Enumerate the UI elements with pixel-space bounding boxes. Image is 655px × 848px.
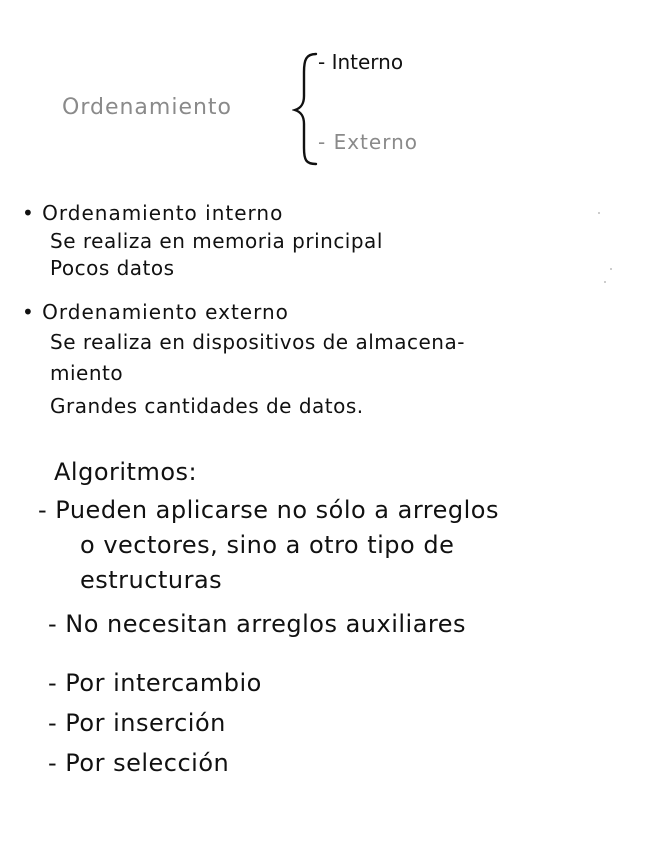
- branch-interno: - Interno: [318, 50, 404, 74]
- scan-speck: [610, 268, 612, 270]
- branch-externo: - Externo: [318, 130, 418, 154]
- algorithms-note: o vectores, sino a otro tipo de: [80, 531, 455, 559]
- section-interno-line: Pocos datos: [50, 256, 175, 280]
- method-item: - Por intercambio: [48, 669, 262, 697]
- algorithms-note: - No necesitan arreglos auxiliares: [48, 610, 467, 638]
- section-externo-line: Se realiza en dispositivos de almacena-: [50, 330, 465, 354]
- section-externo-heading: • Ordenamiento externo: [22, 300, 289, 324]
- scan-speck: [604, 281, 606, 283]
- algorithms-note: - Pueden aplicarse no sólo a arreglos: [38, 496, 499, 524]
- section-externo-line: miento: [50, 361, 124, 385]
- algorithms-note: estructuras: [80, 566, 223, 594]
- method-item: - Por selección: [48, 749, 230, 777]
- header-title: Ordenamiento: [62, 95, 233, 120]
- algorithms-heading: Algoritmos:: [54, 458, 198, 486]
- method-item: - Por inserción: [48, 709, 226, 737]
- section-interno-line: Se realiza en memoria principal: [50, 229, 383, 253]
- section-interno-heading: • Ordenamiento interno: [22, 201, 284, 225]
- scan-speck: [598, 212, 600, 214]
- section-externo-line: Grandes cantidades de datos.: [50, 394, 364, 418]
